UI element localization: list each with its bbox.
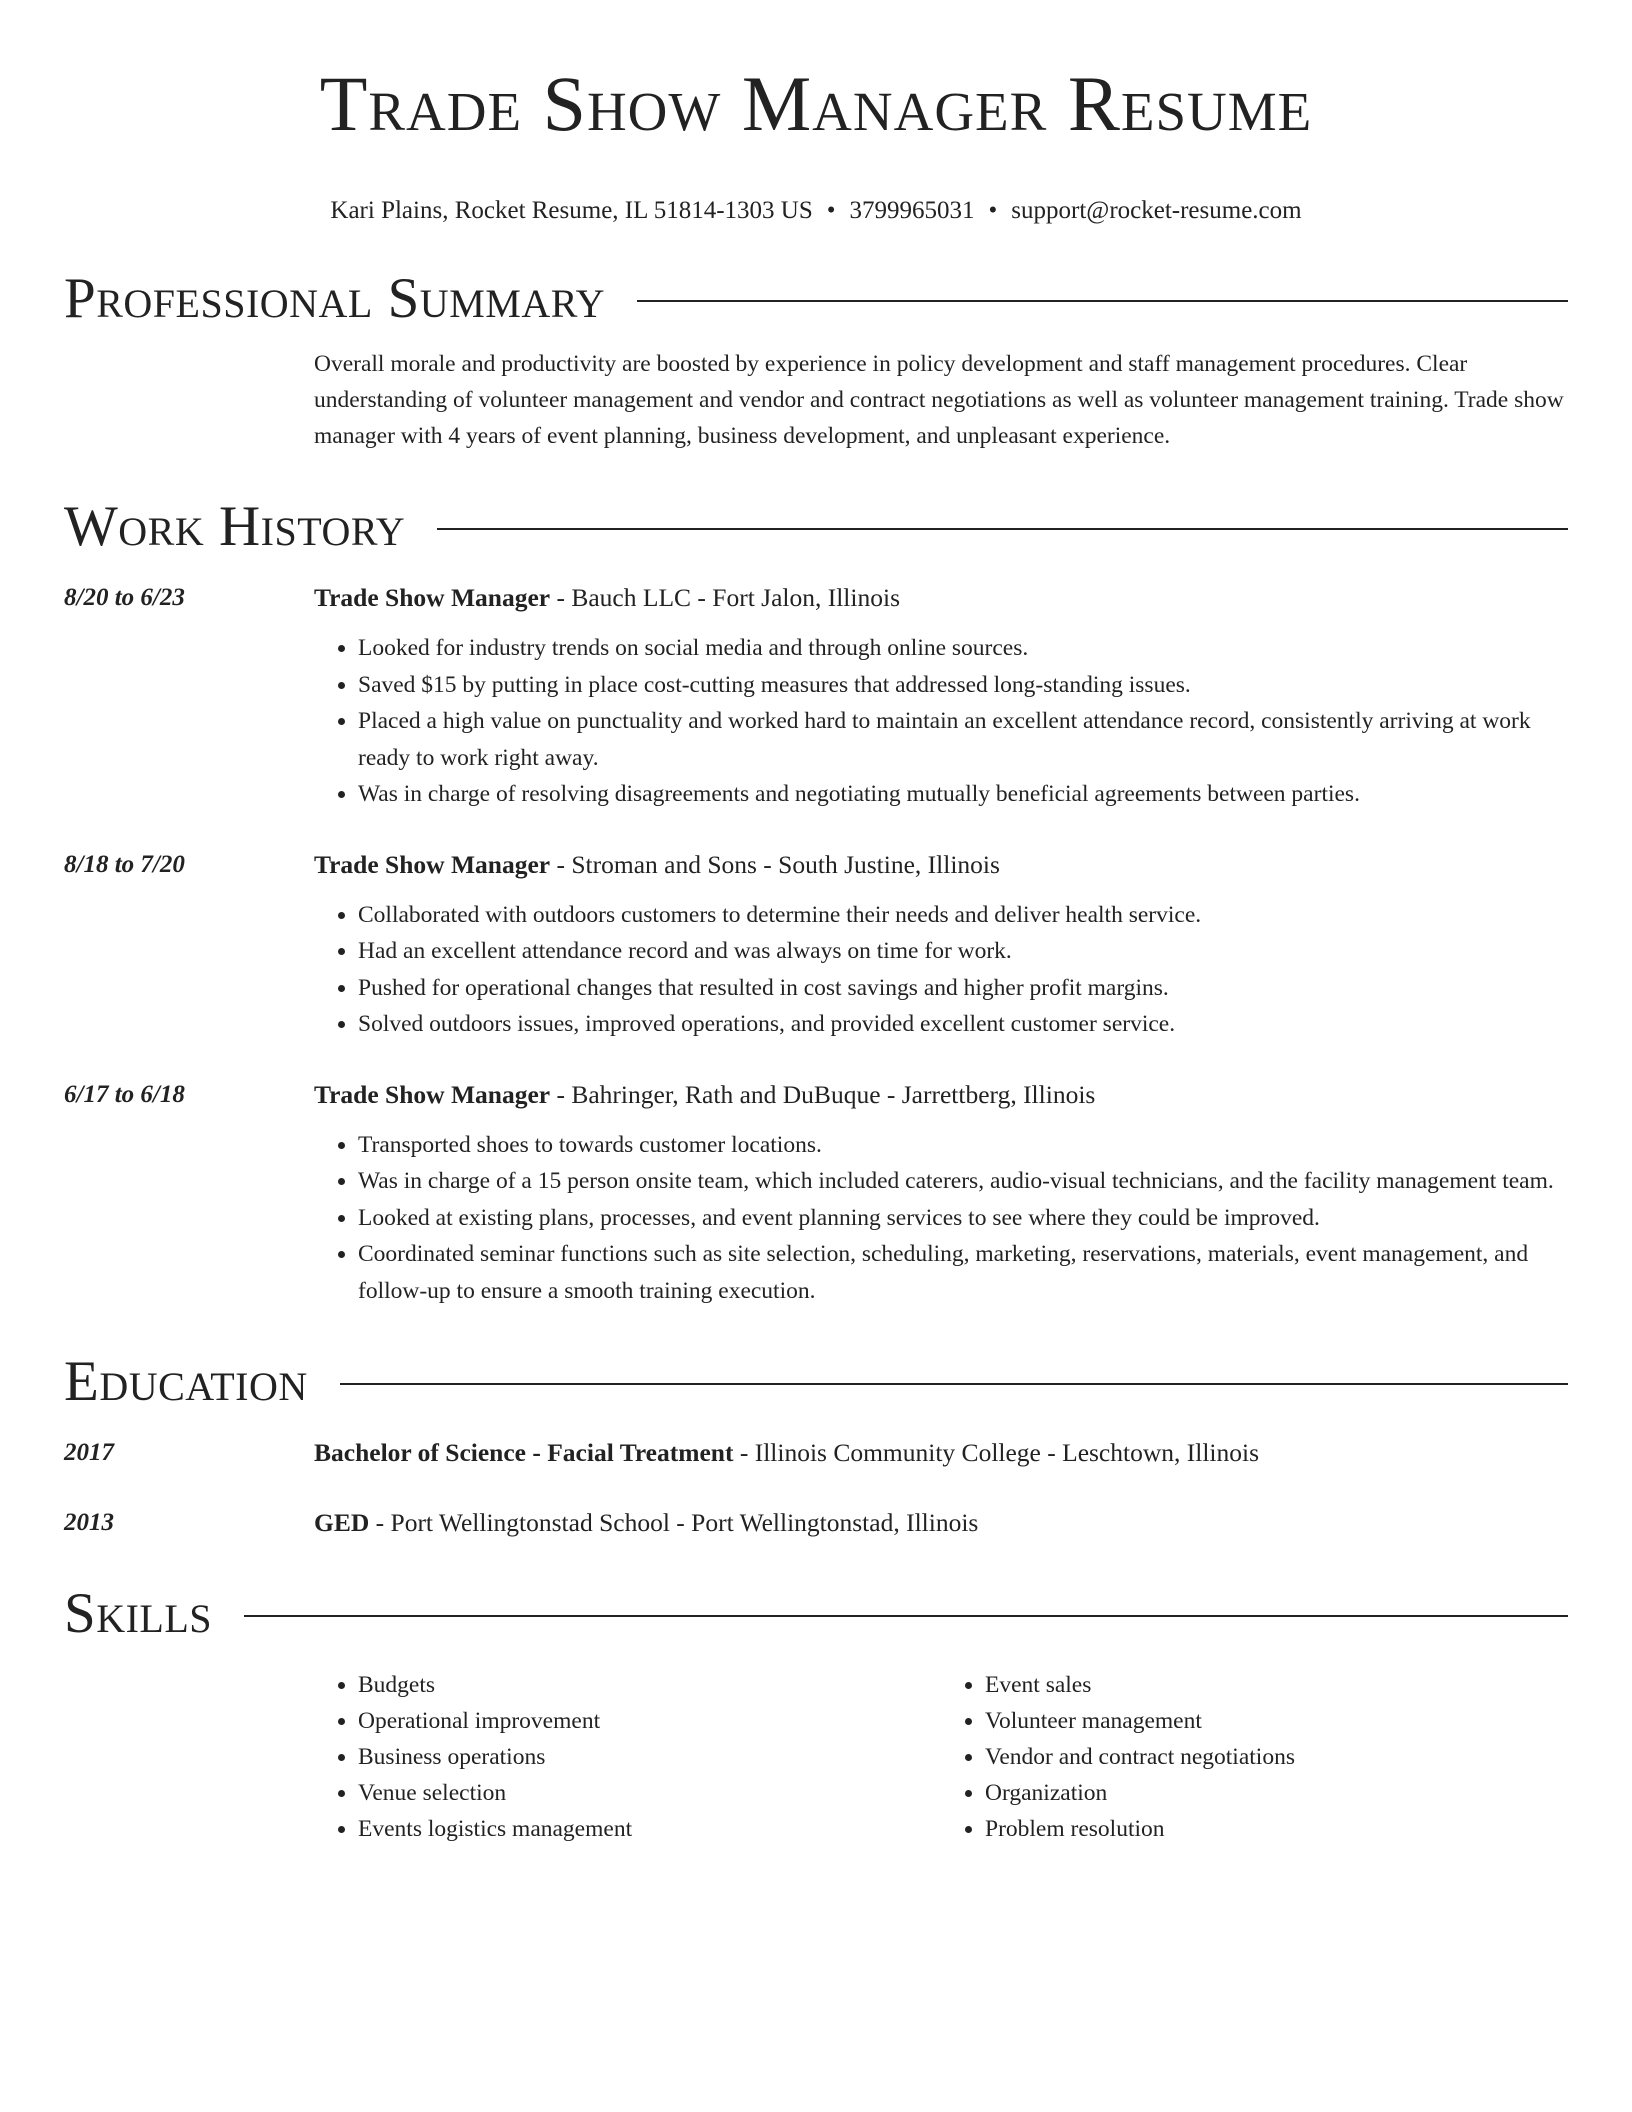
- education-entry: [64, 1505, 1568, 1541]
- skills-columns: [314, 1667, 1568, 1847]
- contact-phone: 3799965031: [849, 197, 975, 224]
- work-dates: 8/20 to 6/23: [64, 584, 185, 611]
- work-entry: [64, 1077, 1568, 1310]
- section-divider: [637, 300, 1568, 302]
- work-bullet: • Placed a high value on punctuality and worked hard to maintain an excellent attendance record, consistently arriving at work ready to work right away.: [358, 703, 1568, 776]
- school-details: - Illinois Community College - Leschtown, Illinois: [733, 1438, 1260, 1467]
- section-divider: [437, 528, 1568, 530]
- skill-item: • Events logistics management: [358, 1811, 941, 1847]
- education-entry-body: [314, 1505, 1568, 1541]
- skills-heading: Skills: [64, 1582, 213, 1645]
- work-heading: Work History: [64, 495, 406, 558]
- skill-item: • Operational improvement: [358, 1703, 941, 1739]
- work-headline: [314, 1077, 1568, 1113]
- school-details: - Port Wellingtonstad School - Port Wellingtonstad, Illinois: [369, 1508, 979, 1537]
- work-entry-body: [314, 580, 1568, 813]
- skills-list-right: [941, 1667, 1568, 1847]
- work-bullet: • Coordinated seminar functions such as site selection, scheduling, marketing, reservations, materials, event management, and follow-up to ensure a smooth training execution.: [358, 1236, 1568, 1309]
- work-dates: 8/18 to 7/20: [64, 850, 185, 878]
- skill-item: • Business operations: [358, 1739, 941, 1775]
- skills-section-header: [64, 1581, 1568, 1647]
- skill-item: • Organization: [985, 1775, 1568, 1811]
- work-bullet: • Collaborated with outdoors customers to determine their needs and deliver health service.: [358, 897, 1568, 934]
- skill-item: • Problem resolution: [985, 1811, 1568, 1847]
- job-details: - Bahringer, Rath and DuBuque - Jarrettberg, Illinois: [550, 1079, 1096, 1109]
- contact-address: Kari Plains, Rocket Resume, IL 51814-1303 US: [330, 197, 813, 224]
- summary-heading: Professional Summary: [64, 267, 606, 330]
- work-bullets: [314, 897, 1568, 1043]
- work-entry: [64, 580, 1568, 813]
- contact-line: [64, 196, 1568, 226]
- section-divider: [244, 1615, 1568, 1617]
- section-divider: [340, 1383, 1568, 1385]
- skill-item: • Budgets: [358, 1667, 941, 1703]
- page-title: Trade Show Manager Resume: [319, 60, 1313, 147]
- work-entry-body: [314, 847, 1568, 1043]
- work-bullet: • Saved $15 by putting in place cost-cutting measures that addressed long-standing issues.: [358, 667, 1568, 704]
- skill-item: • Venue selection: [358, 1775, 941, 1811]
- work-bullet: • Pushed for operational changes that resulted in cost savings and higher profit margins.: [358, 970, 1568, 1007]
- work-headline: [314, 580, 1568, 616]
- work-history-list: [64, 580, 1568, 1309]
- job-details: - Stroman and Sons - South Justine, Illinois: [550, 849, 1000, 879]
- skill-item: • Event sales: [985, 1667, 1568, 1703]
- work-dates: 6/17 to 6/18: [64, 1080, 185, 1108]
- work-bullet: • Was in charge of a 15 person onsite team, which included caterers, audio-visual technicians, and the facility management team.: [358, 1163, 1568, 1200]
- education-headline: [314, 1505, 1568, 1541]
- work-bullet: • Solved outdoors issues, improved operations, and provided excellent customer service.: [358, 1006, 1568, 1043]
- degree: GED: [314, 1508, 370, 1537]
- work-bullet: • Had an excellent attendance record and was always on time for work.: [358, 933, 1568, 970]
- work-bullet: • Looked at existing plans, processes, and event planning services to see where they could be improved.: [358, 1200, 1568, 1237]
- work-headline: [314, 847, 1568, 883]
- job-details: - Bauch LLC - Fort Jalon, Illinois: [550, 583, 900, 612]
- education-entry: [64, 1435, 1568, 1471]
- summary-section-header: [64, 266, 1568, 332]
- skills-list-left: [314, 1667, 941, 1847]
- contact-email: support@rocket-resume.com: [1011, 197, 1302, 224]
- education-year: 2017: [64, 1439, 114, 1466]
- job-title: Trade Show Manager: [314, 1079, 551, 1109]
- work-entry: [64, 847, 1568, 1043]
- skill-item: • Volunteer management: [985, 1703, 1568, 1739]
- contact-separator: •: [826, 197, 836, 224]
- education-section-header: [64, 1349, 1568, 1415]
- work-bullet: • Transported shoes to towards customer locations.: [358, 1127, 1568, 1164]
- work-section-header: [64, 494, 1568, 560]
- work-bullets: [314, 1127, 1568, 1310]
- education-entry-body: [314, 1435, 1568, 1471]
- work-entry-body: [314, 1077, 1568, 1310]
- job-title: Trade Show Manager: [314, 849, 551, 879]
- education-headline: [314, 1435, 1568, 1471]
- work-bullet: • Looked for industry trends on social media and through online sources.: [358, 630, 1568, 667]
- education-list: [64, 1435, 1568, 1541]
- education-year: 2013: [64, 1509, 114, 1536]
- summary-text: Overall morale and productivity are boosted by experience in policy development and staff management procedures. Clear understanding of volunteer management and vendor and contract negotiations as well as volunteer management training. Trade show manager with 4 years of event planning, business development, and unpleasant experience.: [314, 351, 1564, 449]
- skill-item: • Vendor and contract negotiations: [985, 1739, 1568, 1775]
- work-bullet: • Was in charge of resolving disagreements and negotiating mutually beneficial agreements between parties.: [358, 776, 1568, 813]
- degree: Bachelor of Science - Facial Treatment: [314, 1438, 734, 1467]
- work-bullets: [314, 630, 1568, 813]
- education-heading: Education: [64, 1350, 308, 1413]
- contact-separator: •: [988, 197, 998, 224]
- job-title: Trade Show Manager: [314, 583, 551, 612]
